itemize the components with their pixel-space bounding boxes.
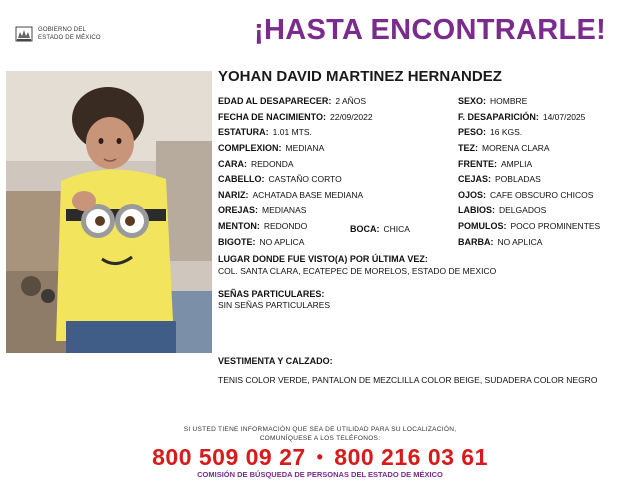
field-label: TEZ: — [458, 143, 478, 153]
clothing-value: TENIS COLOR VERDE, PANTALON DE MEZCLILLA COLOR BEIGE, SUDADERA COLOR NEGRO — [218, 375, 598, 385]
field-label: FRENTE: — [458, 159, 497, 169]
field-value: DELGADOS — [499, 205, 547, 215]
field-label: F. DESAPARICIÓN: — [458, 112, 539, 122]
field-value: NO APLICA — [259, 237, 305, 247]
field-value: CASTAÑO CORTO — [268, 174, 342, 184]
field-boca — [350, 224, 410, 234]
field-value: CHICA — [383, 224, 410, 234]
field-edad — [218, 96, 366, 106]
field-value: 16 KGS. — [490, 127, 523, 137]
field-label: OREJAS: — [218, 205, 259, 215]
commission-name: COMISIÓN DE BÚSQUEDA DE PERSONAS DEL ESTADO DE MÉXICO — [197, 470, 443, 479]
field-value: NO APLICA — [497, 237, 543, 247]
field-value: 22/09/2022 — [330, 112, 373, 122]
field-label: PESO: — [458, 127, 487, 137]
field-estatura — [218, 127, 312, 137]
field-label: MENTON: — [218, 221, 260, 231]
person-name: YOHAN DAVID MARTINEZ HERNANDEZ — [218, 68, 502, 85]
field-value: REDONDA — [251, 159, 294, 169]
clothing-label: VESTIMENTA Y CALZADO: — [218, 356, 333, 366]
field-label: LABIOS: — [458, 205, 495, 215]
last-seen-value: COL. SANTA CLARA, ECATEPEC DE MORELOS, ESTADO DE MEXICO — [218, 266, 497, 276]
field-tez — [458, 143, 550, 153]
field-label: BIGOTE: — [218, 237, 256, 247]
field-value: MEDIANA — [285, 143, 325, 153]
field-bigote — [218, 237, 304, 247]
field-cara — [218, 159, 294, 169]
field-label: BOCA: — [350, 224, 380, 234]
field-frente — [458, 159, 532, 169]
phone-numbers — [0, 444, 640, 471]
field-label: POMULOS: — [458, 221, 507, 231]
field-menton — [218, 221, 307, 231]
gov-line-1: GOBIERNO DEL — [38, 27, 87, 33]
field-pomulos — [458, 221, 600, 231]
phone-separator: • — [316, 447, 324, 467]
field-ojos — [458, 190, 593, 200]
contact-line-2: COMUNÍQUESE A LOS TELÉFONOS: — [259, 435, 381, 442]
phone-number-1: 800 509 09 27 — [152, 444, 306, 470]
field-label: CARA: — [218, 159, 247, 169]
field-label: OJOS: — [458, 190, 487, 200]
field-value: 2 AÑOS — [335, 96, 367, 106]
marks-value: SIN SEÑAS PARTICULARES — [218, 300, 331, 310]
field-cabello — [218, 174, 342, 184]
field-nariz — [218, 190, 363, 200]
missing-person-photo — [6, 71, 212, 353]
field-label: ESTATURA: — [218, 127, 269, 137]
field-value: MEDIANAS — [262, 205, 307, 215]
gov-line-2: ESTADO DE MÉXICO — [38, 35, 101, 41]
field-peso — [458, 127, 522, 137]
field-value: CAFE OBSCURO CHICOS — [490, 190, 594, 200]
field-label: SEXO: — [458, 96, 487, 106]
last-seen-label: LUGAR DONDE FUE VISTO(A) POR ÚLTIMA VEZ: — [218, 254, 428, 264]
field-label: FECHA DE NACIMIENTO: — [218, 112, 326, 122]
page-title: ¡HASTA ENCONTRARLE! — [254, 14, 607, 46]
field-value: 14/07/2025 — [542, 112, 586, 122]
field-label: CEJAS: — [458, 174, 492, 184]
field-label: COMPLEXION: — [218, 143, 282, 153]
field-value: HOMBRE — [490, 96, 528, 106]
contact-instructions — [0, 425, 640, 443]
field-value: AMPLIA — [501, 159, 533, 169]
field-value: ACHATADA BASE MEDIANA — [252, 190, 364, 200]
field-sexo — [458, 96, 527, 106]
field-value: POBLADAS — [495, 174, 541, 184]
field-value: 1.01 MTS. — [272, 127, 312, 137]
contact-line-1: SI USTED TIENE INFORMACIÓN QUE SEA DE UTILIDAD PARA SU LOCALIZACIÓN, — [183, 426, 457, 433]
field-desaparicion — [458, 112, 585, 122]
field-nacimiento — [218, 112, 373, 122]
field-barba — [458, 237, 542, 247]
marks-label: SEÑAS PARTICULARES: — [218, 289, 325, 299]
government-logo — [14, 24, 124, 46]
field-value: MORENA CLARA — [482, 143, 550, 153]
field-value: REDONDO — [263, 221, 308, 231]
field-label: NARIZ: — [218, 190, 249, 200]
field-labios — [458, 205, 546, 215]
field-label: CABELLO: — [218, 174, 265, 184]
field-cejas — [458, 174, 541, 184]
phone-number-2: 800 216 03 61 — [334, 444, 488, 470]
field-value: POCO PROMINENTES — [510, 221, 601, 231]
field-orejas — [218, 205, 306, 215]
field-label: EDAD AL DESAPARECER: — [218, 96, 332, 106]
state-seal-icon — [14, 24, 34, 44]
field-label: BARBA: — [458, 237, 494, 247]
field-complexion — [218, 143, 324, 153]
